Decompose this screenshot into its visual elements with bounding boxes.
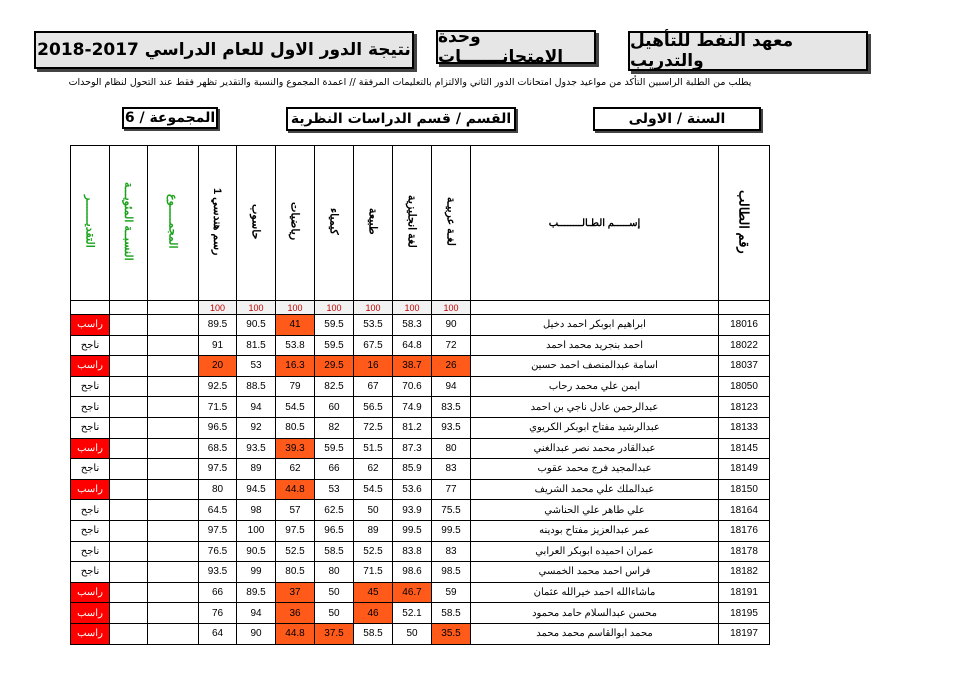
total-cell [148,500,199,521]
mark-cell: 71.5 [199,397,237,418]
total-cell [148,541,199,562]
mark-cell: 93.5 [237,438,276,459]
col-student-id: رقم الطالب [719,146,770,301]
mark-cell: 76 [199,603,237,624]
mark-cell: 44.8 [276,623,315,644]
mark-cell: 92.5 [199,376,237,397]
max-blank [71,301,110,315]
mark-cell: 94 [237,603,276,624]
result-cell: ناجح [71,397,110,418]
mark-cell: 66 [315,459,354,480]
mark-cell: 100 [237,520,276,541]
mark-cell: 88.5 [237,376,276,397]
mark-cell: 97.5 [276,520,315,541]
mark-cell: 93.5 [199,562,237,583]
mark-cell: 54.5 [354,479,393,500]
mark-cell: 51.5 [354,438,393,459]
total-cell [148,603,199,624]
result-cell: ناجح [71,417,110,438]
result-cell: راسب [71,438,110,459]
mark-cell: 52.1 [393,603,432,624]
percent-cell [110,397,148,418]
result-cell: ناجح [71,562,110,583]
unit-title: وحدة الامتحانـــــــات [436,30,596,64]
mark-cell: 37 [276,582,315,603]
mark-cell: 64 [199,623,237,644]
table-row [71,623,770,644]
mark-cell: 58.5 [354,623,393,644]
student-name: عبدالرشيد مفتاح ابوبكر الكريوي [471,417,719,438]
mark-cell: 83 [432,541,471,562]
mark-cell: 52.5 [354,541,393,562]
student-id: 18123 [719,397,770,418]
percent-cell [110,459,148,480]
mark-cell: 26 [432,356,471,377]
total-cell [148,459,199,480]
mark-cell: 66 [199,582,237,603]
max-marks-row [71,301,770,315]
student-name: محسن عبدالسلام حامد محمود [471,603,719,624]
table-row [71,438,770,459]
col-computer: حاسوب [237,146,276,301]
mark-cell: 53.6 [393,479,432,500]
mark-cell: 57 [276,500,315,521]
mark-cell: 94 [237,397,276,418]
max-blank [148,301,199,315]
total-cell [148,397,199,418]
mark-cell: 64.8 [393,335,432,356]
mark-cell: 16 [354,356,393,377]
mark-cell: 83 [432,459,471,480]
mark-cell: 50 [315,582,354,603]
student-name: ايمن علي محمد رحاب [471,376,719,397]
mark-cell: 41 [276,315,315,336]
student-name: عبدالقادر محمد نصر عبدالغني [471,438,719,459]
mark-cell: 39.3 [276,438,315,459]
result-cell: راسب [71,315,110,336]
total-cell [148,520,199,541]
mark-cell: 93.5 [432,417,471,438]
mark-cell: 99.5 [393,520,432,541]
student-id: 18176 [719,520,770,541]
total-cell [148,335,199,356]
max-mark: 100 [237,301,276,315]
mark-cell: 76.5 [199,541,237,562]
percent-cell [110,479,148,500]
mark-cell: 56.5 [354,397,393,418]
mark-cell: 16.3 [276,356,315,377]
table-row [71,376,770,397]
mark-cell: 62 [276,459,315,480]
total-cell [148,376,199,397]
table-row [71,417,770,438]
group-label: المجموعة / 6 [122,107,218,129]
mark-cell: 94.5 [237,479,276,500]
mark-cell: 90.5 [237,315,276,336]
student-id: 18022 [719,335,770,356]
result-cell: راسب [71,603,110,624]
mark-cell: 58.5 [315,541,354,562]
total-cell [148,356,199,377]
mark-cell: 54.5 [276,397,315,418]
mark-cell: 80.5 [276,562,315,583]
mark-cell: 93.9 [393,500,432,521]
mark-cell: 80 [199,479,237,500]
result-cell: ناجح [71,500,110,521]
mark-cell: 38.7 [393,356,432,377]
total-cell [148,562,199,583]
table-row [71,397,770,418]
mark-cell: 59.5 [315,335,354,356]
col-grade: التقديـــــــر [71,146,110,301]
result-cell: ناجح [71,520,110,541]
student-name: ماشاءالله احمد خيرالله عثمان [471,582,719,603]
mark-cell: 52.5 [276,541,315,562]
mark-cell: 83.5 [432,397,471,418]
mark-cell: 79 [276,376,315,397]
department-label: القسم / قسم الدراسات النظرية [286,107,516,131]
col-math: رياضيات [276,146,315,301]
result-cell: راسب [71,623,110,644]
result-cell: ناجح [71,376,110,397]
max-mark: 100 [393,301,432,315]
mark-cell: 98.6 [393,562,432,583]
mark-cell: 77 [432,479,471,500]
mark-cell: 90 [237,623,276,644]
percent-cell [110,315,148,336]
table-row [71,356,770,377]
mark-cell: 50 [315,603,354,624]
student-name: علي طاهر علي الحناشي [471,500,719,521]
mark-cell: 87.3 [393,438,432,459]
mark-cell: 72.5 [354,417,393,438]
mark-cell: 20 [199,356,237,377]
mark-cell: 99.5 [432,520,471,541]
student-name: عمر عبدالعزيز مفتاح بودينه [471,520,719,541]
mark-cell: 68.5 [199,438,237,459]
percent-cell [110,541,148,562]
max-blank [110,301,148,315]
mark-cell: 53 [237,356,276,377]
student-id: 18016 [719,315,770,336]
mark-cell: 53.5 [354,315,393,336]
mark-cell: 71.5 [354,562,393,583]
col-english: لغة انجليزية [393,146,432,301]
institute-title: معهد النفط للتأهيل والتدريب [628,31,868,71]
mark-cell: 85.9 [393,459,432,480]
mark-cell: 82 [315,417,354,438]
notice-text: يطلب من الطلبة الراسبين التأكد من مواعيد جدول امتحانات الدور الثاني والالتزام بالتعليمات المرفقة // اعمدة المجموع والنسبة والتقدير تظهر فقط عند التحول لنظام الوحدات [68,77,752,88]
mark-cell: 74.9 [393,397,432,418]
max-mark: 100 [276,301,315,315]
mark-cell: 50 [393,623,432,644]
mark-cell: 89 [354,520,393,541]
percent-cell [110,438,148,459]
student-name: عبدالملك علي محمد الشريف [471,479,719,500]
result-cell: ناجح [71,335,110,356]
mark-cell: 92 [237,417,276,438]
student-id: 18050 [719,376,770,397]
table-row [71,582,770,603]
mark-cell: 94 [432,376,471,397]
mark-cell: 53.8 [276,335,315,356]
mark-cell: 59 [432,582,471,603]
total-cell [148,479,199,500]
col-drawing: رسم هندسي 1 [199,146,237,301]
mark-cell: 36 [276,603,315,624]
student-id: 18145 [719,438,770,459]
table-row [71,479,770,500]
mark-cell: 60 [315,397,354,418]
result-cell: راسب [71,479,110,500]
mark-cell: 82.5 [315,376,354,397]
percent-cell [110,562,148,583]
mark-cell: 96.5 [315,520,354,541]
max-mark: 100 [199,301,237,315]
mark-cell: 35.5 [432,623,471,644]
result-cell: ناجح [71,541,110,562]
percent-cell [110,500,148,521]
student-name: اسامة عبدالمنصف احمد حسين [471,356,719,377]
percent-cell [110,520,148,541]
mark-cell: 75.5 [432,500,471,521]
table-row [71,335,770,356]
mark-cell: 72 [432,335,471,356]
max-blank [719,301,770,315]
mark-cell: 58.5 [432,603,471,624]
student-id: 18164 [719,500,770,521]
student-id: 18182 [719,562,770,583]
mark-cell: 44.8 [276,479,315,500]
percent-cell [110,335,148,356]
mark-cell: 81.2 [393,417,432,438]
mark-cell: 83.8 [393,541,432,562]
mark-cell: 64.5 [199,500,237,521]
total-cell [148,315,199,336]
max-mark: 100 [432,301,471,315]
col-physics: طبيعة [354,146,393,301]
mark-cell: 99 [237,562,276,583]
mark-cell: 91 [199,335,237,356]
table-row [71,520,770,541]
total-cell [148,438,199,459]
student-id: 18197 [719,623,770,644]
col-total: المجمـــــوع [148,146,199,301]
mark-cell: 29.5 [315,356,354,377]
table-row [71,603,770,624]
mark-cell: 80.5 [276,417,315,438]
mark-cell: 62 [354,459,393,480]
mark-cell: 46.7 [393,582,432,603]
mark-cell: 62.5 [315,500,354,521]
table-row [71,541,770,562]
mark-cell: 90.5 [237,541,276,562]
mark-cell: 50 [354,500,393,521]
percent-cell [110,623,148,644]
header-row [71,146,770,301]
mark-cell: 59.5 [315,315,354,336]
mark-cell: 80 [315,562,354,583]
table-row [71,562,770,583]
table-row [71,315,770,336]
student-name: محمد ابوالقاسم محمد محمد [471,623,719,644]
mark-cell: 67 [354,376,393,397]
grades-table [70,145,770,645]
col-percent: النسبــة المئويـــة [110,146,148,301]
total-cell [148,623,199,644]
mark-cell: 37.5 [315,623,354,644]
student-name: احمد بنجريد محمد احمد [471,335,719,356]
table-row [71,500,770,521]
mark-cell: 89.5 [237,582,276,603]
mark-cell: 81.5 [237,335,276,356]
max-mark: 100 [315,301,354,315]
col-arabic: لغـة عربيـة [432,146,471,301]
mark-cell: 53 [315,479,354,500]
mark-cell: 58.3 [393,315,432,336]
mark-cell: 89.5 [199,315,237,336]
student-name: عبدالرحمن عادل ناجي بن احمد [471,397,719,418]
student-name: فراس احمد محمد الخمسي [471,562,719,583]
result-cell: ناجح [71,459,110,480]
percent-cell [110,376,148,397]
result-cell: راسب [71,356,110,377]
mark-cell: 97.5 [199,520,237,541]
total-cell [148,417,199,438]
max-mark: 100 [354,301,393,315]
mark-cell: 96.5 [199,417,237,438]
table-row [71,459,770,480]
percent-cell [110,603,148,624]
student-name: عبدالمجيد فرج محمد عقوب [471,459,719,480]
max-blank [471,301,719,315]
col-student-name: إســـــم الطـالــــــــب [471,146,719,301]
col-chemistry: كيمياء [315,146,354,301]
mark-cell: 89 [237,459,276,480]
mark-cell: 70.6 [393,376,432,397]
mark-cell: 46 [354,603,393,624]
mark-cell: 59.5 [315,438,354,459]
percent-cell [110,417,148,438]
mark-cell: 97.5 [199,459,237,480]
student-id: 18195 [719,603,770,624]
mark-cell: 98 [237,500,276,521]
student-id: 18178 [719,541,770,562]
student-id: 18149 [719,459,770,480]
percent-cell [110,356,148,377]
mark-cell: 98.5 [432,562,471,583]
student-id: 18037 [719,356,770,377]
student-id: 18191 [719,582,770,603]
mark-cell: 67.5 [354,335,393,356]
student-id: 18133 [719,417,770,438]
mark-cell: 80 [432,438,471,459]
mark-cell: 45 [354,582,393,603]
student-id: 18150 [719,479,770,500]
mark-cell: 90 [432,315,471,336]
total-cell [148,582,199,603]
percent-cell [110,582,148,603]
result-title: نتيجة الدور الاول للعام الدراسي 2017-2018 [34,31,414,69]
student-name: ابراهيم ابوبكر احمد دخيل [471,315,719,336]
result-cell: راسب [71,582,110,603]
year-label: السنة / الاولى [593,107,761,131]
student-name: عمران احميده ابوبكر العرابي [471,541,719,562]
